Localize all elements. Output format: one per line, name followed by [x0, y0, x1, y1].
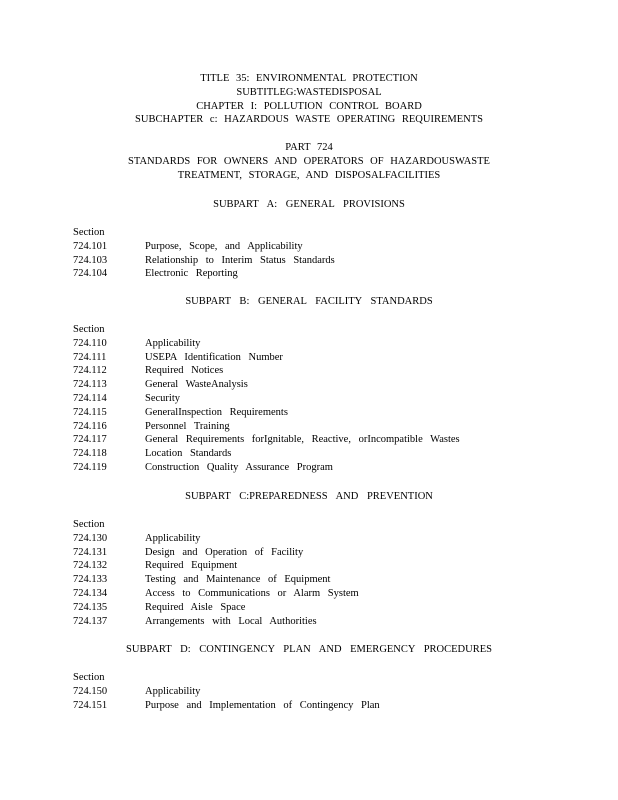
section-title: Arrangements with Local Authorities	[145, 615, 317, 627]
section-number: 724.131	[73, 546, 108, 558]
section-title: General WasteAnalysis	[145, 379, 248, 391]
section-title: Purpose and Implementation of Contingency Plan	[145, 699, 380, 711]
section-label: Section	[73, 672, 105, 683]
section-number: 724.150	[73, 685, 108, 697]
section-number: 724.112	[73, 365, 107, 377]
section-row	[73, 447, 593, 461]
subpart-c-sections	[73, 518, 593, 628]
section-row	[73, 378, 593, 392]
section-number: 724.104	[73, 268, 108, 280]
section-title: USEPA Identification Number	[145, 351, 283, 363]
subpart-d-sections	[73, 671, 593, 712]
section-row	[73, 615, 593, 629]
section-row	[73, 532, 593, 546]
section-row	[73, 364, 593, 378]
part-title-line-2: TREATMENT, STORAGE, AND DISPOSALFACILITIES	[177, 169, 441, 181]
subpart-a-heading: SUBPART A: GENERAL PROVISIONS	[213, 199, 405, 210]
section-number: 724.116	[73, 420, 107, 432]
section-number: 724.135	[73, 601, 108, 613]
section-label: Section	[73, 324, 105, 335]
subpart-b-heading: SUBPART B: GENERAL FACILITY STANDARDS	[185, 296, 433, 307]
section-number: 724.114	[73, 392, 107, 404]
section-title: Access to Communications or Alarm System	[145, 587, 359, 599]
section-title: Location Standards	[145, 448, 232, 460]
section-title: Applicability	[145, 685, 201, 697]
section-title: Required Equipment	[145, 560, 238, 572]
section-row	[73, 433, 593, 447]
section-row	[73, 699, 593, 713]
section-row	[73, 685, 593, 699]
section-title: General Requirements forIgnitable, Reactive, orIncompatible Wastes	[145, 434, 460, 446]
section-number: 724.113	[73, 379, 107, 391]
section-number: 724.110	[73, 337, 107, 349]
section-row	[73, 587, 593, 601]
section-number: 724.118	[73, 448, 107, 460]
subpart-c-heading: SUBPART C:PREPAREDNESS AND PREVENTION	[185, 491, 433, 502]
part-title-line-1: STANDARDS FOR OWNERS AND OPERATORS OF HAZARDOUSWASTE	[128, 155, 490, 167]
section-number: 724.133	[73, 574, 108, 586]
subtitle-line: SUBTITLEG:WASTEDISPOSAL	[236, 86, 382, 98]
document-header	[0, 72, 618, 127]
section-title: Testing and Maintenance of Equipment	[145, 574, 331, 586]
section-title: Applicability	[145, 337, 201, 349]
subpart-a-sections	[73, 226, 593, 281]
section-number: 724.130	[73, 532, 108, 544]
section-number: 724.151	[73, 699, 108, 711]
section-number: 724.117	[73, 434, 107, 446]
section-row	[73, 601, 593, 615]
section-number: 724.115	[73, 406, 107, 418]
section-row	[73, 337, 593, 351]
section-number: 724.101	[73, 240, 108, 252]
section-row	[73, 461, 593, 475]
part-number-line: PART 724	[285, 142, 333, 153]
section-title: Purpose, Scope, and Applicability	[145, 240, 303, 252]
section-number: 724.132	[73, 560, 108, 572]
part-header	[0, 141, 618, 182]
section-title: Design and Operation of Facility	[145, 546, 304, 558]
section-title: Required Aisle Space	[145, 601, 246, 613]
section-title: Applicability	[145, 532, 201, 544]
section-number: 724.134	[73, 587, 108, 599]
section-row	[73, 420, 593, 434]
subpart-d-heading: SUBPART D: CONTINGENCY PLAN AND EMERGENCY PROCEDURES	[126, 644, 492, 655]
section-title: Relationship to Interim Status Standards	[145, 254, 335, 266]
section-row	[73, 406, 593, 420]
section-row	[73, 267, 593, 281]
subpart-b-sections	[73, 323, 593, 475]
section-number: 724.137	[73, 615, 108, 627]
section-number: 724.119	[73, 461, 107, 473]
section-row	[73, 351, 593, 365]
chapter-line: CHAPTER I: POLLUTION CONTROL BOARD	[196, 100, 422, 112]
section-title: GeneralInspection Requirements	[145, 406, 288, 418]
section-number: 724.103	[73, 254, 108, 266]
section-row	[73, 546, 593, 560]
section-row	[73, 240, 593, 254]
subchapter-line: SUBCHAPTER c: HAZARDOUS WASTE OPERATING REQUIREMENTS	[135, 114, 483, 126]
section-row	[73, 573, 593, 587]
section-title: Electronic Reporting	[145, 268, 238, 280]
section-label: Section	[73, 519, 105, 530]
section-label: Section	[73, 227, 105, 238]
section-row	[73, 254, 593, 268]
section-title: Construction Quality Assurance Program	[145, 461, 333, 473]
section-title: Security	[145, 392, 180, 404]
section-title: Personnel Training	[145, 420, 230, 432]
section-row	[73, 392, 593, 406]
section-title: Required Notices	[145, 365, 224, 377]
title-line: TITLE 35: ENVIRONMENTAL PROTECTION	[200, 73, 418, 84]
section-row	[73, 559, 593, 573]
section-number: 724.111	[73, 351, 107, 363]
